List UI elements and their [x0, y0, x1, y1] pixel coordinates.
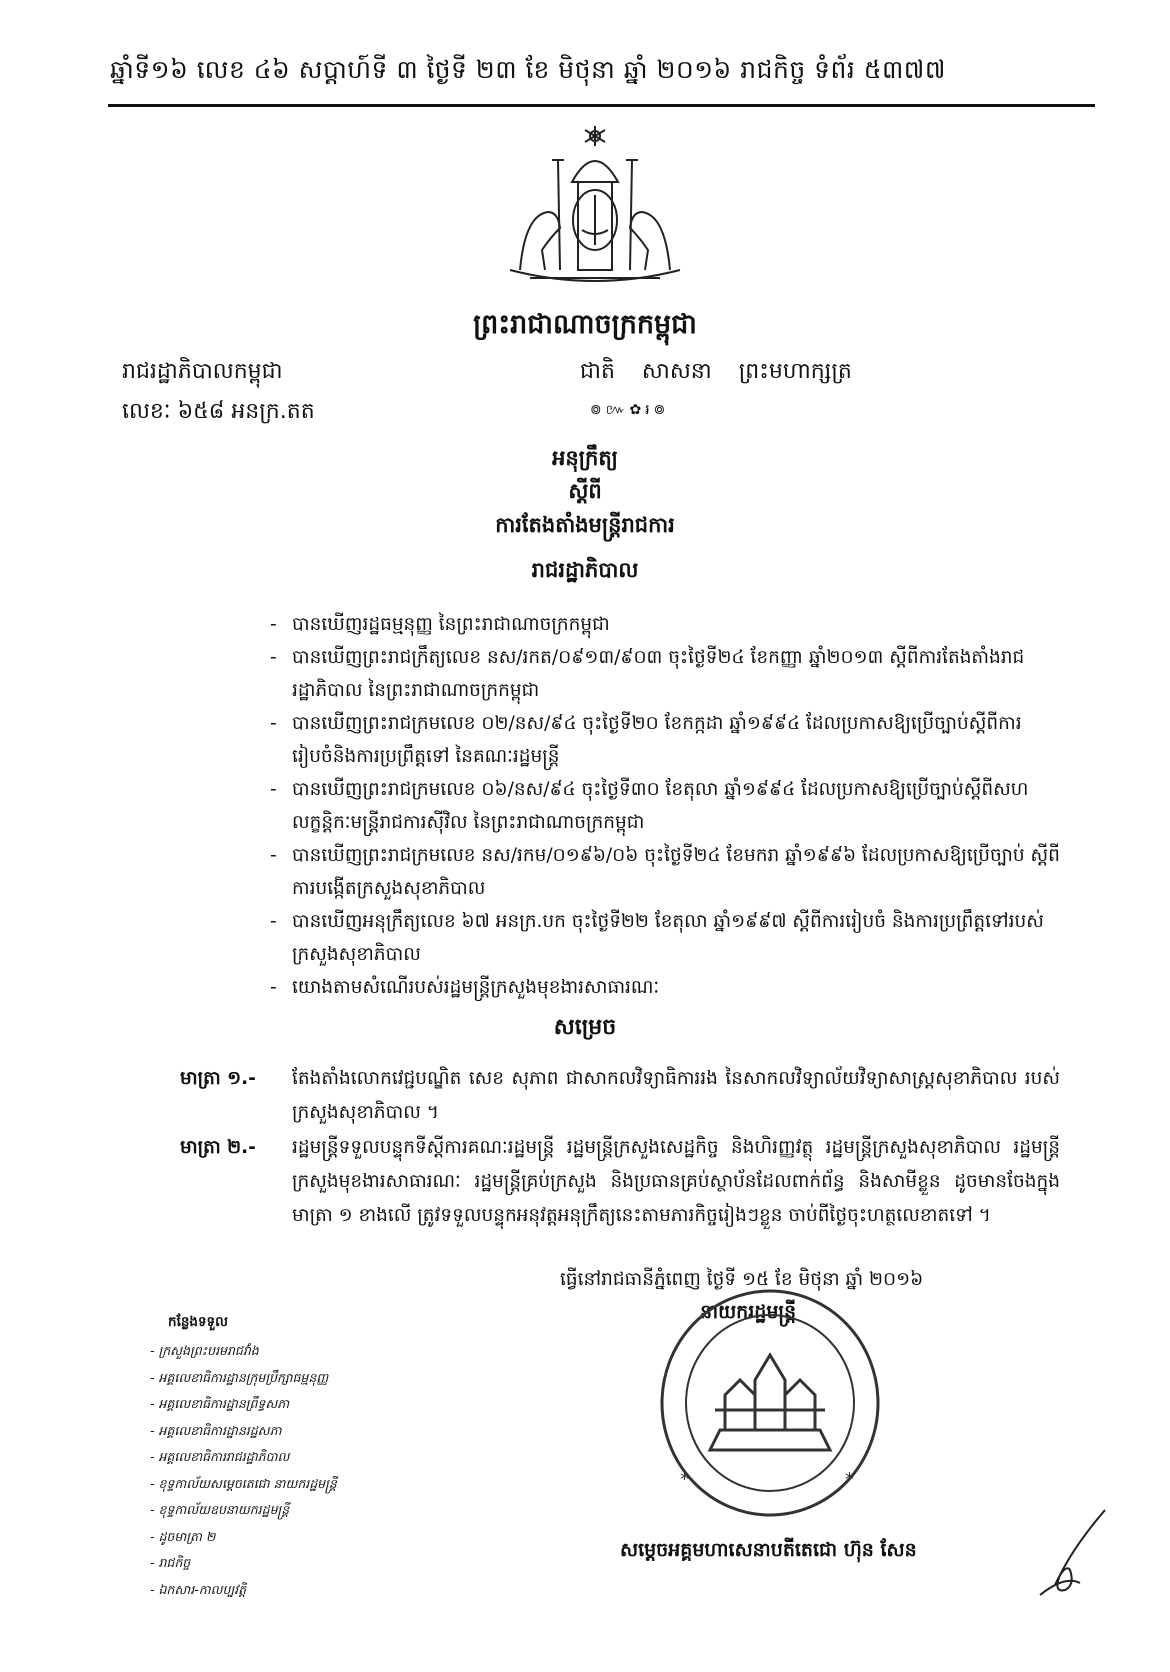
- list-item: - រាជកិច្ច: [150, 1550, 337, 1577]
- signer-title: នាយករដ្ឋមន្ត្រី: [700, 1301, 797, 1323]
- signer-name: សម្តេចអគ្គមហាសេនាបតីតេជោ ហ៊ុន សែន: [620, 1539, 917, 1561]
- article-2: [180, 1131, 1060, 1233]
- article-1: [180, 1062, 1060, 1130]
- article-label: មាត្រា ១.-: [180, 1068, 256, 1089]
- gazette-header: ឆ្នាំទី១៦ លេខ ៤៦ សប្តាហ៍ទី ៣ ថ្ងៃទី ២៣ ខែ មិថុនា ឆ្នាំ ២០១៦ រាជកិច្ច ទំព័រ ៥៣៧៧: [110, 55, 946, 84]
- article-text: រដ្ឋមន្ត្រីទទួលបន្ទុកទីស្តីការគណៈរដ្ឋមន្ត្រី រដ្ឋមន្ត្រីក្រសួងសេដ្ឋកិច្ច និងហិរញ្ញវត្ថុ រដ្ឋមន្ត្រីក្រសួងសុខាភិបាល រដ្ឋមន្ត្រីក្រសួងមុខងារសាធារណៈ រដ្ឋមន្ត្រីគ្រប់ក្រសួង និងប្រធានគ្រប់ស្ថាប័នដែលពាក់ព័ន្ធ និងសាមីខ្លួន ដូចមានចែងក្នុងមាត្រា ១ ខាងលើ ត្រូវទទួលបន្ទុកអនុវត្តអនុក្រឹត្យនេះតាមភារកិច្ចរៀងៗខ្លួន ចាប់ពីថ្ងៃចុះហត្ថលេខាតទៅ ។: [292, 1137, 1060, 1226]
- considerations-list: [270, 608, 1060, 1004]
- document-about: ស្តីពី: [568, 479, 602, 503]
- list-item: - ក្រសួងព្រះបរមរាជវាំង: [150, 1338, 337, 1365]
- government-label: រាជរដ្ឋាភិបាលកម្ពុជា: [122, 359, 283, 384]
- article-text: តែងតាំងលោកវេជ្ជបណ្ឌិត សេខ សុភាព ជាសាកលវិទ្យាធិការរង នៃសាកលវិទ្យាល័យវិទ្យាសាស្ត្រសុខាភិបាល របស់ក្រសួងសុខាភិបាល ។: [292, 1068, 1060, 1123]
- document-issuer: រាជរដ្ឋាភិបាល: [531, 558, 639, 582]
- official-seal-icon: [655, 1285, 885, 1520]
- recipients-heading: កន្លែងទទួល: [168, 1314, 228, 1330]
- article-label: មាត្រា ២.-: [180, 1137, 256, 1158]
- list-item: - អគ្គលេខាធិការដ្ឋានព្រឹទ្ធសភា: [150, 1391, 337, 1418]
- document-number: លេខៈ ៦៥៨ អនក្រ.តត: [122, 399, 315, 424]
- handwritten-signature-icon: [1035, 1505, 1110, 1600]
- document-subject: ការតែងតាំងមន្ត្រីរាជការ: [495, 513, 675, 537]
- list-item: - ឯកសារ-កាលប្បវត្តិ: [150, 1577, 337, 1604]
- list-item: - ខុទ្ទកាល័យសម្តេចតេជោ នាយករដ្ឋមន្ត្រី: [150, 1471, 337, 1498]
- kingdom-heading: ព្រះរាជាណាចក្រកម្ពុជា: [473, 309, 697, 340]
- list-item: - អគ្គលេខាធិការដ្ឋានក្រុមប្រឹក្សាធម្មនុញ្ញ: [150, 1365, 337, 1392]
- list-item: - អគ្គលេខាធិការដ្ឋានរដ្ឋសភា: [150, 1418, 337, 1445]
- svg-text:*: *: [680, 1469, 689, 1490]
- royal-coat-of-arms-icon: [500, 120, 690, 295]
- list-item: - បានឃើញព្រះរាជក្រមលេខ ០២/នស/៩៤ ចុះថ្ងៃទី២០ ខែកក្កដា ឆ្នាំ១៩៩៤ ដែលប្រកាសឱ្យប្រើច្បាប់ស្តីពីការរៀបចំនិងការប្រព្រឹត្តទៅ នៃគណៈរដ្ឋមន្ត្រី: [270, 707, 1060, 773]
- list-item: - បានឃើញព្រះរាជក្រឹត្យលេខ នស/រកត/០៩១៣/៩០៣ ចុះថ្ងៃទី២៤ ខែកញ្ញា ឆ្នាំ២០១៣ ស្តីពីការតែងតាំងរាជរដ្ឋាភិបាល នៃព្រះរាជាណាចក្រកម្ពុជា: [270, 641, 1060, 707]
- header-divider: [108, 104, 1095, 107]
- list-item: - អគ្គលេខាធិការរាជរដ្ឋាភិបាល: [150, 1444, 337, 1471]
- ornament-divider: ៙៚✿៛៙: [590, 402, 670, 418]
- document-type: អនុក្រឹត្យ: [552, 446, 618, 470]
- recipients-list: [150, 1338, 337, 1603]
- decision-heading: សម្រេច: [553, 1015, 617, 1040]
- list-item: - បានឃើញព្រះរាជក្រមលេខ នស/រកម/០១៩៦/០៦ ចុះថ្ងៃទី២៤ ខែមករា ឆ្នាំ១៩៩៦ ដែលប្រកាសឱ្យប្រើច្បាប់ ស្តីពីការបង្កើតក្រសួងសុខាភិបាល: [270, 839, 1060, 905]
- list-item: - យោងតាមសំណើរបស់រដ្ឋមន្ត្រីក្រសួងមុខងារសាធារណៈ: [270, 971, 1060, 1004]
- national-motto: ជាតិ សាសនា ព្រះមហាក្សត្រ: [580, 359, 852, 384]
- list-item: - ខុទ្ទកាល័យឧបនាយករដ្ឋមន្ត្រី: [150, 1497, 337, 1524]
- list-item: - ដូចមាត្រា ២: [150, 1524, 337, 1551]
- list-item: - បានឃើញអនុក្រឹត្យលេខ ៦៧ អនក្រ.បក ចុះថ្ងៃទី២២ ខែតុលា ឆ្នាំ១៩៩៧ ស្តីពីការរៀបចំ និងការប្រព្រឹត្តទៅរបស់ក្រសួងសុខាភិបាល: [270, 905, 1060, 971]
- svg-text:*: *: [845, 1469, 854, 1490]
- list-item: - បានឃើញរដ្ឋធម្មនុញ្ញ នៃព្រះរាជាណាចក្រកម្ពុជា: [270, 608, 1060, 641]
- issue-date: ធ្វើនៅរាជធានីភ្នំពេញ ថ្ងៃទី ១៥ ខែ មិថុនា ឆ្នាំ ២០១៦: [560, 1269, 924, 1290]
- list-item: - បានឃើញព្រះរាជក្រមលេខ ០៦/នស/៩៤ ចុះថ្ងៃទី៣០ ខែតុលា ឆ្នាំ១៩៩៤ ដែលប្រកាសឱ្យប្រើច្បាប់ស្តីពីសហលក្ខន្តិកៈមន្ត្រីរាជការស៊ីវិល នៃព្រះរាជាណាចក្រកម្ពុជា: [270, 773, 1060, 839]
